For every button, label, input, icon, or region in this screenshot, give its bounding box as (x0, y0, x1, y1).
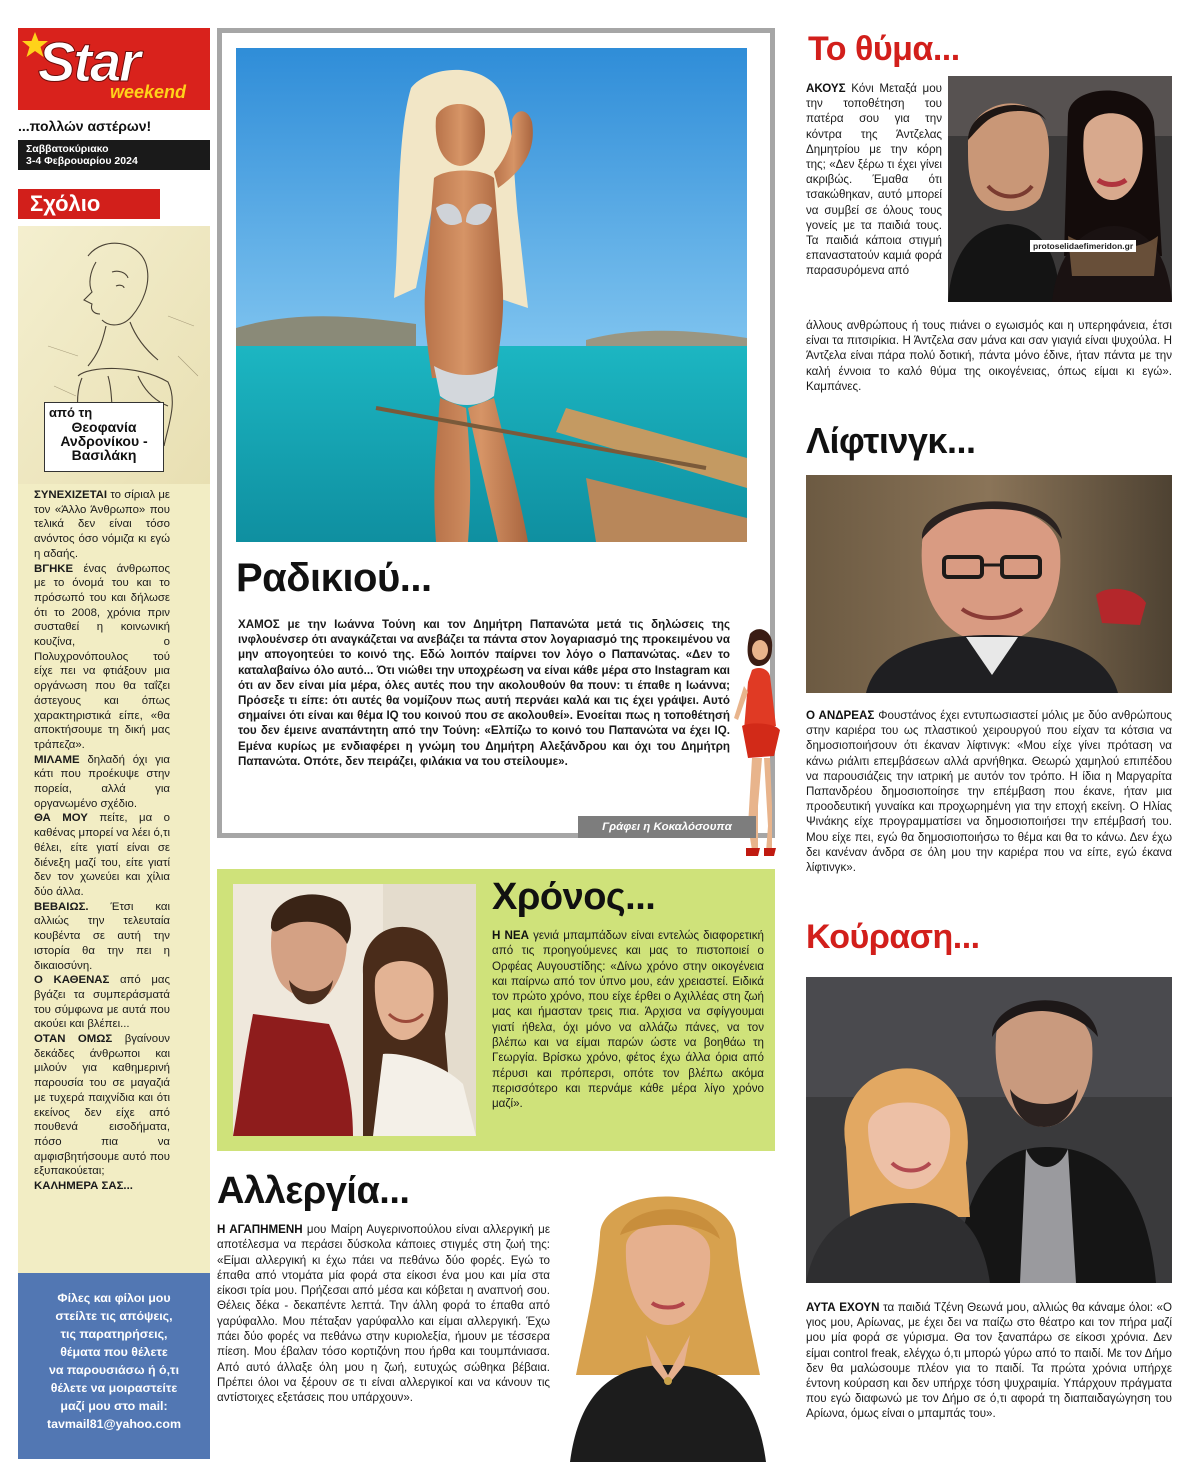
thyma-text-a: Κόνι Μεταξά μου την τοποθέτηση του πατέρα σου για την κόντρα της Άντζελας Δημητρίου με την κόρη της; «Δεν ξέρω τι έχει γίνει ακριβώς. Έμαθα ότι τσακώθηκαν, αυτό μπορεί να συμβεί σε όλους τους γονείς με τα παιδιά τους. Τα παιδιά κάποια στιγμή επαναστατούν καμιά φορά παρασυρόμενα από (806, 82, 942, 278)
issue-date-line2: 3-4 Φεβρουαρίου 2024 (26, 155, 138, 167)
comment-paragraph-lead: ΘΑ ΜΟΥ (34, 812, 88, 825)
comment-paragraph-lead: ΒΓΗΚΕ (34, 562, 74, 575)
kourasi-body (806, 1300, 1172, 1422)
comment-body (34, 488, 170, 1194)
thyma-lead: ΑΚΟΥΣ (806, 82, 846, 95)
mail-box-line: να παρουσιάσω ή ό,τι (48, 1363, 180, 1377)
comment-paragraph-text: το σίριαλ με τον «Άλλο Άνθρωπο» που τελικά δεν είναι τόσο ανόντος όσο νόμιζα κι εγώ η αδαής. (34, 489, 170, 560)
kourasi-lead: ΑΥΤΑ ΕΧΟΥΝ (806, 1301, 880, 1314)
mail-box-line: τις παρατηρήσεις, (60, 1327, 168, 1341)
comment-paragraph (34, 1179, 170, 1194)
comment-paragraph-lead: ΜΙΛΑΜΕ (34, 753, 80, 766)
photo-credit: protoselidaefimeridon.gr (1030, 240, 1136, 252)
comment-paragraph-lead: ΚΑΛΗΜΕΡΑ ΣΑΣ... (34, 1180, 133, 1193)
comment-paragraph (34, 488, 170, 562)
radikiou-body: ΧΑΜΟΣ με την Ιωάννα Τούνη και τον Δημήτρη Παπανώτα μετά τις δηλώσεις της ινφλουένσερ ότι αναγκάζεται να ανεβάζει τα πάντα στον λογαριασμό της προκειμένου να μην απογοητεύει το κοινό της. Εδώ λοιπόν παίρνει τον λόγο ο Παπανώτας. «Δεν το καταλαβαίνω όλο αυτό... Ότι νιώθει την υποχρέωση να είναι κάθε μέρα στο Instagram και ότι αν δεν είναι μία μέρα, όλες αυτές που την ακολουθούν θα πουν: τι έπαθε η Ιωάννα; Πρόσεξε τι είπε: ότι αυτές θα νομίζουν πως αυτή περνάει καλά και τις έχει γράψει. Αυτό σημαίνει ότι είναι και θέμα IQ του κοινού που σε ακολουθεί». Ενοείται πως η τοποθέτησή του δεν έμεινε αναπάντητη από την Τούνη: «Ελπίζω το κοινό του Παπανώτα να έχει IQ. Εμένα κυρίως με ενδιαφέρει η γνώμη του Δημήτρη Αλεξάνδρου και όχι του Δημήτρη Παπανώτα. Οπότε, δεν πειράζει, φιλάκια να του στείλουμε». (238, 618, 730, 768)
comment-paragraph-text: βγαίνουν δεκάδες άνθρωποι και μιλούν για καθημερινή παρουσία του σε μαγαζιά με τυχερά παιχνίδια και ότι εκείνος δεν είχε από πουθενά εισοδήματα, πόσο πια να αμφισβητήσουμε αυτό που εξυπακούεται; (34, 1033, 171, 1178)
allergia-lead: Η ΑΓΑΠΗΜΕΝΗ (217, 1223, 303, 1236)
thyma-photo (948, 76, 1172, 302)
comment-section-tab: Σχόλιο (18, 189, 160, 219)
issue-date-line1: Σαββατοκύριακο (26, 143, 109, 155)
comment-paragraph (34, 973, 170, 1032)
allergia-text: μου Μαίρη Αυγερινοπούλου είναι αλλεργική με αποτέλεσμα να περάσει δύσκολα κάποιες στιγμές στη ζωή της: «Είμαι αλλεργική κι έχω πάει να πεθάνω δύο φορές. Εγώ το έπαθα από ντομάτα μία φορά στα είκοσι ένα μου και μία στα είκοσι τρία μου. Πρήζεσαι από μέσα και κόβεται η αναπνοή σου. Θέλεις δέκα - δεκαπέντε λεπτά. Την άλλη φορά το έπαθα από γαρύφαλλο. Μου πέταξαν γαρύφαλλο και είμαι αλλεργική. Έχω πάει δύο φορές να πεθάνω στην κυριολεξία, ήμουν με τέσσερα πίεση. Μου έβαλαν τόσο κορτιζόνη που ήρθα και τουμπάνιασα. Από αυτό άλλαξε όλη μου η ζωή, ευτυχώς σώθηκα βέβαια. Πρέπει όλοι να ξέρουν σε τι είναι αλλεργικοί και να κάνουν τις αντίστοιχες εξετάσεις που υπάρχουν». (217, 1223, 550, 1405)
contact-email[interactable]: tavmail81@yahoo.com (47, 1417, 181, 1431)
comment-paragraph-text: από μας βγάζει τα συμπεράσματά του σύμφωνα με αυτά που ακούει και βλέπει... (34, 974, 170, 1031)
radikiou-headline: Ραδικιού... (236, 556, 432, 600)
mail-box-line: Φίλες και φίλοι μου (57, 1291, 171, 1305)
chronos-lead: Η ΝΕΑ (492, 929, 529, 942)
mail-box-line: θέλετε να μοιραστείτε (50, 1381, 178, 1395)
comment-paragraph (34, 811, 170, 899)
chronos-headline: Χρόνος... (492, 876, 656, 918)
kourasi-headline: Κούραση... (806, 918, 980, 956)
kourasi-text: τα παιδιά Τζένη Θεωνά μου, αλλιώς θα κάναμε όλοι: «Ο γιος μου, Αρίωνας, με έχει δει να παίζω στο θέατρο και τον πήρα μαζί μου μία φορά σε γύρισμα. Θα τον ξαναπάρω σε είκοσι χρόνια. Δεν είμαι control freak, ελέγχω ό,τι μπορώ γύρω από το παιδί. Με τον Δήμο δεν θα μαλώσουμε πλέον για το παιδί. Τα πρώτα χρόνια υπήρχε έντονη κούραση και δεν υπήρχε τόση ψυχραιμία. Υπάρχουν πράγματα που εγώ διαφωνώ με τον Δήμο σε ό,τι αφορά τη διαπαιδαγώγηση του Αρίωνα, όμως είναι ο μπαμπάς του». (806, 1301, 1172, 1421)
star-weekend-logo (18, 28, 210, 110)
allergia-photo (560, 1175, 775, 1462)
comment-paragraph (34, 1032, 170, 1179)
columnist-byline: Γράφει η Κοκαλόσουπα (578, 816, 756, 838)
mail-box-line: μαζί μου στο mail: (60, 1399, 168, 1413)
logo-weekend-text: weekend (110, 82, 187, 102)
radikiou-photo (236, 48, 747, 542)
kourasi-photo (806, 977, 1172, 1283)
comment-paragraph (34, 753, 170, 812)
issue-date (18, 140, 210, 170)
comment-paragraph (34, 900, 170, 974)
author-name: Θεοφανία Ανδρονίκου - Βασιλάκη (60, 419, 148, 463)
allergia-headline: Αλλεργία... (217, 1170, 410, 1212)
comment-paragraph-text: πείτε, μα ο καθένας μπορεί να λέει ό,τι θέλει, είτε γιατί είναι σε διένεξη μαζί του, είτε γιατί δεν τον χωνεύει και χίλια δύο άλλα. (34, 812, 171, 898)
comment-paragraph-lead: ΒΕΒΑΙΩΣ. (34, 900, 89, 913)
comment-paragraph-lead: ΣΥΝΕΧΙΖΕΤΑΙ (34, 489, 108, 501)
comment-author-box (44, 402, 164, 472)
lifting-body (806, 708, 1172, 875)
allergia-body (217, 1222, 550, 1406)
logo-star-text: Star (38, 30, 139, 93)
chronos-text: γενιά μπαμπάδων είναι εντελώς διαφορετική από τις προηγούμενες και μας το πιστοποιεί ο Ορφέας Αυγουστίδης: «Δίνω χρόνο στην οικογένεια και παίρνω από τον ύπνο μου, εάν χρειαστεί. Ειδικά τον πρώτο χρόνο, που είχε έρθει ο Αχιλλέας στη ζωή μας και ήμασταν τρεις πια. Άρχισα να σφίγγουμαι γιατί ήθελα, όχι μόνο να αλλάζω πάνες, να τον βλέπω και να είμαι παρών ώστε να βοηθάω τη Γεωργία. Βρίσκω χρόνο, φέτος έχω άλλα όρια από πέρυσι και πρόπερσι, οπότε τον βλέπω ακόμα περισσότερο και περνάμε κάθε μέρα λίγο χρόνο μαζί». (492, 929, 764, 1111)
lifting-headline: Λίφτινγκ... (806, 420, 976, 461)
lifting-text: Φουστάνος έχει εντυπωσιαστεί μόλις με δύο ανθρώπους στην καριέρα του ως πλαστικού χειρουργού που είχαν τα κότσια να δημοσιοποιήσουν ότι έκαναν λίφτινγκ: «Μου είχε γίνει πρόταση να κάνω ριάλιτι επεμβάσεων αλλά αρνήθηκα. Θεωρώ χαμηλού επιπέδου να παρουσιάζεις την ιατρική με αυτόν τον τρόπο. Η ίδια η Μαργαρίτα Παπανδρέου δημοσιοποίησε την επέμβαση που έκανε, ήταν μια προοδευτική γυναίκα και προχωρημένη για την εποχή εκείνη. Ο Ηλίας Ψινάκης είχε προγραμματίσει να δημοσιοποιήσει την επέμβασή του. Μου είχε πει, εγώ θα δημοσιοποιήσω το θέμα και θα το κάνω. Δεν έχω δει κανέναν άνδρα σε όλη μου την καριέρα που να είπε, εγώ έκανα λίφτινγκ». (806, 709, 1172, 875)
tagline: ...πολλών αστέρων! (18, 118, 152, 134)
author-prefix: από τη (49, 405, 93, 420)
comment-paragraph-text: ένας άνθρωπος με το όνομά του και το πρόσωπό του και δήλωσε ότι το 2008, χρόνια πριν συσταθεί η κοινωνική κουζίνα, ο Πολυχρονόπουλος τού είχε πει να φτιάξουν μια οργάνωση που θα ταΐζει άστεγους και όπως χαρακτηριστικά είπε, «θα αποκτήσουμε τη δική μας τράπεζα». (34, 562, 170, 751)
mail-box-line: στείλτε τις απόψεις, (55, 1309, 173, 1323)
mail-box-line: θέματα που θέλετε (60, 1345, 168, 1359)
comment-paragraph (34, 562, 170, 753)
comment-paragraph-lead: ΟΤΑΝ ΟΜΩΣ (34, 1033, 113, 1046)
lifting-lead: Ο ΑΝΔΡΕΑΣ (806, 709, 875, 722)
thyma-headline: Το θύμα... (808, 30, 960, 68)
comment-paragraph-text: δηλαδή όχι για κάτι που προέκυψε στην πορεία, αλλά για οργανωμένο σχέδιο. (34, 753, 170, 810)
thyma-body-part2: άλλους ανθρώπους ή τους πιάνει ο εγωισμός και η υπερηφάνεια, έτσι είναι τα πιτσιρίκια. Η Άντζελα σαν μάνα και σαν γιαγιά είναι ψυχούλα. Η Άντζελα είναι πάρα πολύ δοτική, πάντα μόνο έδινε, ήταν πάντα με την καλή έννοια το καλό θύμα της οικογένειας, όπως είμαι κι εγώ». Καμπάνες. (806, 319, 1172, 393)
lifting-photo (806, 475, 1172, 693)
comment-paragraph-lead: Ο ΚΑΘΕΝΑΣ (34, 974, 110, 987)
comment-paragraph-text: Έτσι και αλλιώς την τελευταία κουβέντα σε αυτή την ιστορία θα την πει η δικαιοσύνη. (34, 900, 170, 972)
chronos-photo (233, 884, 476, 1136)
reader-mail-box (18, 1273, 210, 1459)
chronos-body (492, 928, 764, 1112)
thyma-body-part1 (806, 81, 942, 279)
